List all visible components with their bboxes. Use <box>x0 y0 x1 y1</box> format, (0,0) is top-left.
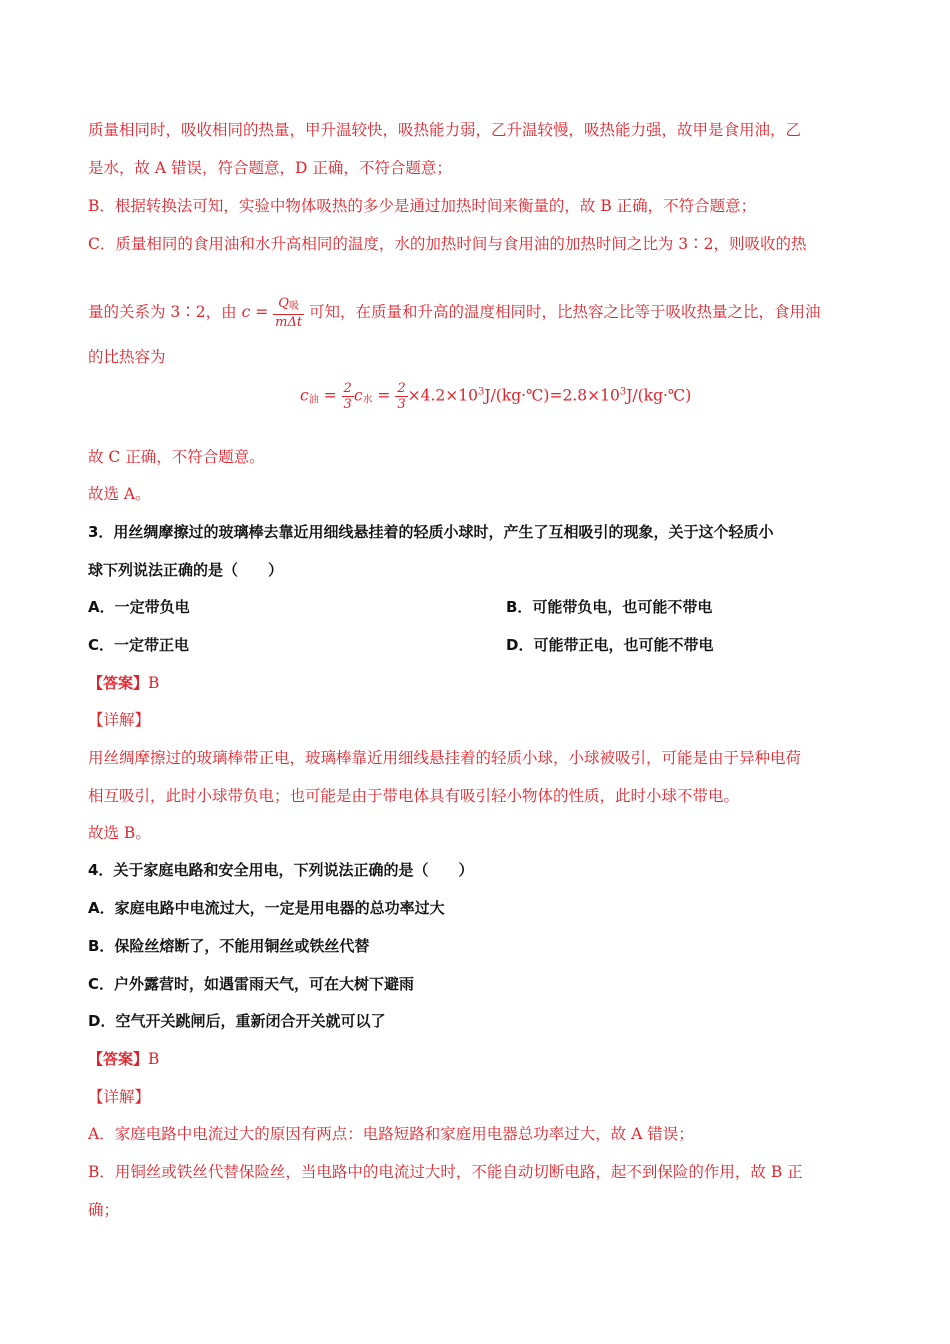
explanation-line: 用丝绸摩擦过的玻璃棒带正电，玻璃棒靠近用细线悬挂着的轻质小球，小球被吸引，可能是由于异种电荷 <box>88 749 802 767</box>
detail-label: 【详解】 <box>88 1088 151 1106</box>
specific-heat-formula <box>300 381 691 412</box>
formula-text: J/(kg·℃) <box>626 386 692 405</box>
explanation-line: B．根据转换法可知，实验中物体吸热的多少是通过加热时间来衡量的，故 B 正确，不符合题意； <box>88 197 757 215</box>
explanation-line: B．用铜丝或铁丝代替保险丝，当电路中的电流过大时，不能自动切断电路，起不到保险的作用，故 B 正 <box>88 1163 803 1181</box>
explanation-line: 故选 B。 <box>88 824 151 842</box>
fraction-denominator: 3 <box>397 397 406 412</box>
formula-subscript: 水 <box>362 394 373 406</box>
formula-symbol: c <box>300 386 309 405</box>
numerator-subscript: 吸 <box>288 301 299 312</box>
fraction-denominator: 3 <box>343 397 352 412</box>
answer-value: B <box>148 674 160 692</box>
question-4-stem: 4．关于家庭电路和安全用电，下列说法正确的是（ ） <box>88 861 474 879</box>
explanation-line: 故 C 正确，不符合题意。 <box>88 448 265 466</box>
explanation-line: A．家庭电路中电流过大的原因有两点：电路短路和家庭用电器总功率过大，故 A 错误； <box>88 1125 694 1143</box>
formula-exponent: 3 <box>477 386 485 398</box>
option-a: A．家庭电路中电流过大，一定是用电器的总功率过大 <box>88 899 445 917</box>
formula-symbol: c <box>353 386 363 405</box>
fraction-numerator: 2 <box>343 381 352 396</box>
formula-subscript: 油 <box>308 394 319 406</box>
option-d: D．空气开关跳闸后，重新闭合开关就可以了 <box>88 1012 386 1030</box>
explanation-line: 故选 A。 <box>88 485 151 503</box>
explanation-line: 的比热容为 <box>88 348 166 366</box>
answer-line <box>88 672 863 694</box>
fraction-denominator: mΔt <box>275 315 303 330</box>
explanation-line-with-formula <box>88 296 863 330</box>
option-b: B．可能带负电，也可能不带电 <box>506 598 713 616</box>
numerator-symbol: Q <box>278 296 289 311</box>
formula-symbol: c <box>241 303 251 321</box>
answer-line <box>88 1048 863 1070</box>
question-3-stem: 球下列说法正确的是（ ） <box>88 561 284 579</box>
answer-label: 【答案】 <box>88 1050 149 1068</box>
formula-exponent: 3 <box>619 386 627 398</box>
option-b: B．保险丝熔断了，不能用铜丝或铁丝代替 <box>88 937 370 955</box>
explanation-line: 质量相同时，吸收相同的热量，甲升温较快，吸热能力弱，乙升温较慢，吸热能力强，故甲是食用油，乙 <box>88 121 802 139</box>
fraction-numerator: 2 <box>397 381 406 396</box>
explanation-line: 相互吸引，此时小球带负电；也可能是由于带电体具有吸引轻小物体的性质，此时小球不带电。 <box>88 787 740 805</box>
explanation-line: 是水，故 A 错误，符合题意，D 正确，不符合题意； <box>88 159 452 177</box>
explanation-text: 量的关系为 3∶2，由 <box>88 303 237 321</box>
answer-value: B <box>148 1050 160 1068</box>
option-d: D．可能带正电，也可能不带电 <box>506 636 714 654</box>
question-3-stem: 3．用丝绸摩擦过的玻璃棒去靠近用细线悬挂着的轻质小球时，产生了互相吸引的现象，关于这个轻质小 <box>88 523 774 541</box>
answer-label: 【答案】 <box>88 674 149 692</box>
option-c: C．一定带正电 <box>88 636 190 654</box>
explanation-text: 可知，在质量和升高的温度相同时，比热容之比等于吸收热量之比，食用油 <box>309 303 821 321</box>
formula-equals: = <box>318 386 342 405</box>
detail-label: 【详解】 <box>88 711 151 729</box>
formula-text: J/(kg·℃)=2.8×10 <box>484 386 620 405</box>
option-c: C．户外露营时，如遇雷雨天气，可在大树下避雨 <box>88 975 415 993</box>
explanation-line: C．质量相同的食用油和水升高相同的温度，水的加热时间与食用油的加热时间之比为 3∶2，则吸收的热 <box>88 235 807 253</box>
question-3-options-row <box>88 596 863 618</box>
question-3-options-row <box>88 634 863 656</box>
explanation-line: 确； <box>88 1201 120 1219</box>
fraction-numerator <box>273 296 304 315</box>
formula-equals: = <box>250 303 274 321</box>
heat-fraction <box>273 296 304 330</box>
formula-equals: = <box>372 386 396 405</box>
formula-fraction <box>395 381 407 412</box>
formula-fraction <box>342 381 354 412</box>
option-a: A．一定带负电 <box>88 598 190 616</box>
formula-text: ×4.2×10 <box>407 386 478 405</box>
